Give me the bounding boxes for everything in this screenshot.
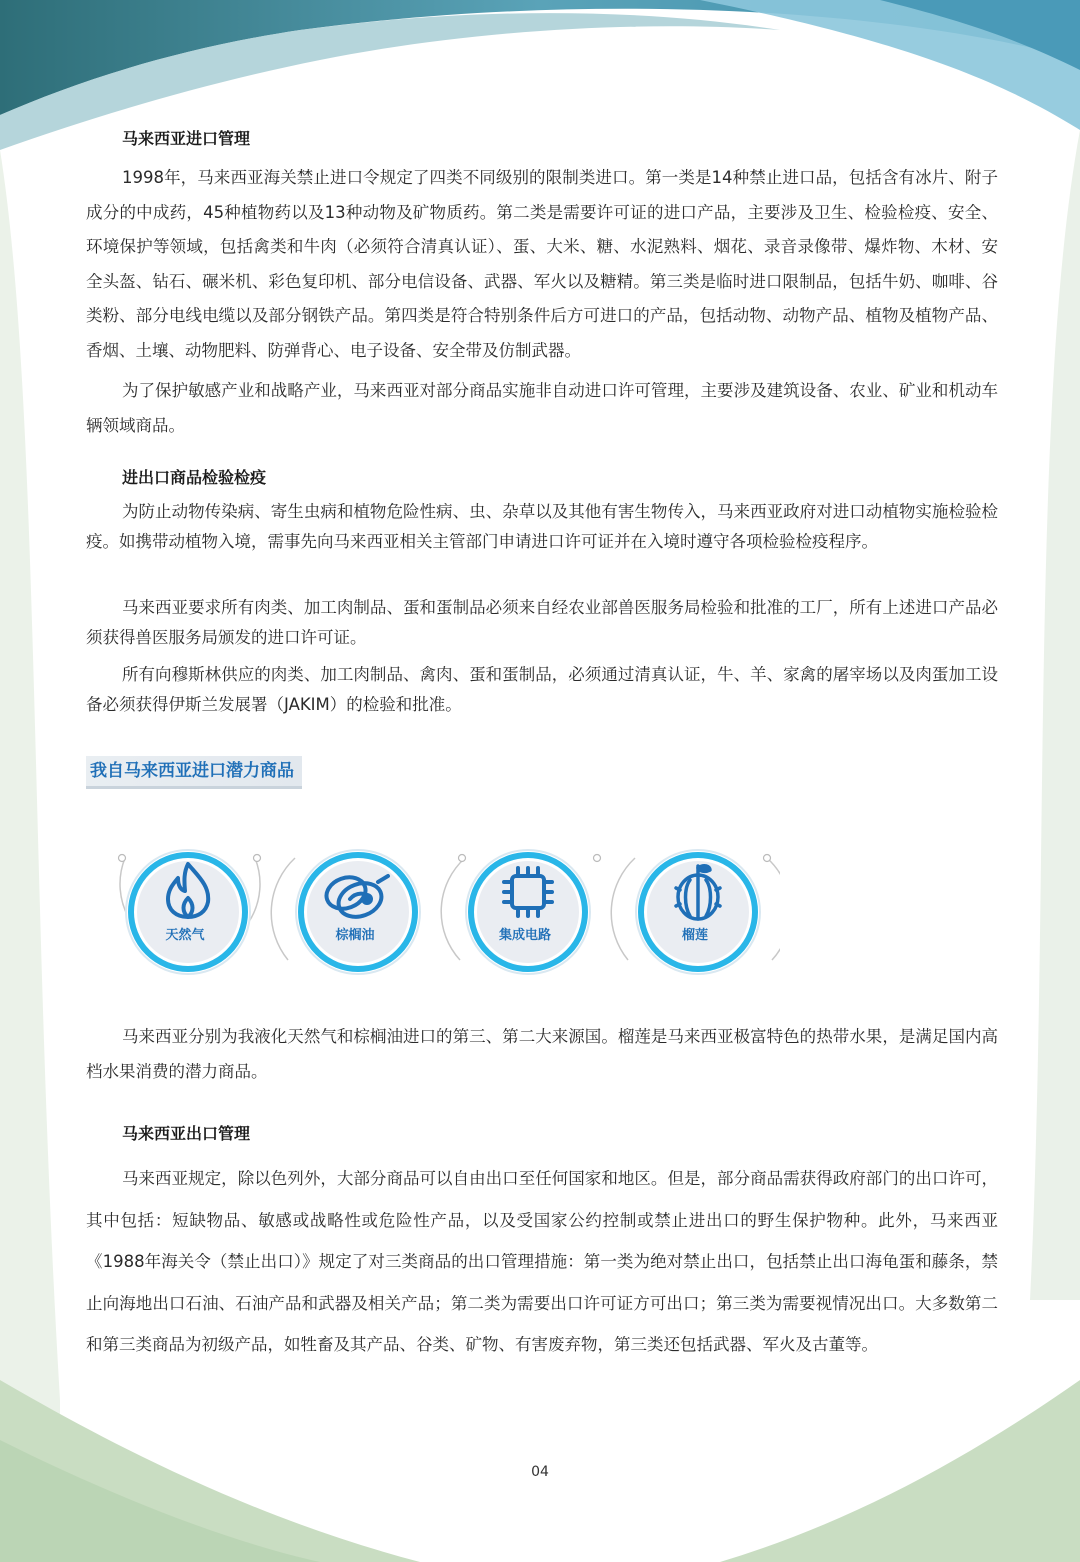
potential-item-palm-oil	[270, 820, 440, 1000]
potential-item-integrated-circuit	[440, 820, 610, 1000]
potential-item-label: 榴莲	[681, 928, 708, 943]
section-title-badge: 我自马来西亚进口潜力商品	[86, 756, 302, 789]
potential-item-label: 集成电路	[498, 928, 551, 943]
potential-item-durian	[610, 820, 780, 1000]
potential-goods-icons	[100, 820, 820, 1000]
page-number: 04	[531, 1464, 549, 1480]
potential-item-label: 天然气	[165, 928, 205, 943]
potential-item-natural-gas	[100, 820, 270, 1000]
paragraph-quarantine-overview: 为防止动物传染病、寄生虫病和植物危险性病、虫、杂草以及其他有害生物传入，马来西亚政府对进口动植物实施检验检疫。如携带动植物入境，需事先向马来西亚相关主管部门申请进口许可证并在入境时遵守各项检验检疫程序。	[86, 502, 998, 551]
paragraph-potential-goods: 马来西亚分别为我液化天然气和棕榈油进口的第三、第二大来源国。榴莲是马来西亚极富特色的热带水果，是满足国内高档水果消费的潜力商品。	[86, 1027, 998, 1081]
heading-import-management: 马来西亚进口管理	[122, 129, 251, 148]
paragraph-non-auto-licensing: 为了保护敏感产业和战略产业，马来西亚对部分商品实施非自动进口许可管理，主要涉及建筑设备、农业、矿业和机动车辆领域商品。	[86, 381, 998, 435]
paragraph-halal-certification: 所有向穆斯林供应的肉类、加工肉制品、禽肉、蛋和蛋制品，必须通过清真认证，牛、羊、家禽的屠宰场以及肉蛋加工设备必须获得伊斯兰发展署（JAKIM）的检验和批准。	[86, 665, 998, 714]
potential-item-label: 棕榈油	[335, 928, 375, 943]
paragraph-export-rules: 马来西亚规定，除以色列外，大部分商品可以自由出口至任何国家和地区。但是，部分商品需获得政府部门的出口许可，其中包括：短缺物品、敏感或战略性或危险性产品，以及受国家公约控制或禁止进出口的野生保护物种。此外，马来西亚《1988年海关令（禁止出口）》规定了对三类商品的出口管理措施：第一类为绝对禁止出口，包括禁止出口海龟蛋和藤条，禁止向海地出口石油、石油产品和武器及相关产品；第二类为需要出口许可证方可出口；第三类为需要视情况出口。大多数第二和第三类商品为初级产品，如牲畜及其产品、谷类、矿物、有害废弃物，第三类还包括武器、军火及古董等。	[86, 1169, 998, 1354]
heading-inspection-quarantine: 进出口商品检验检疫	[122, 468, 267, 487]
paragraph-import-restrictions: 1998年，马来西亚海关禁止进口令规定了四类不同级别的限制类进口。第一类是14种禁止进口品，包括含有冰片、附子成分的中成药，45种植物药以及13种动物及矿物质药。第二类是需要许可证的进口产品，主要涉及卫生、检验检疫、安全、环境保护等领域，包括禽类和牛肉（必须符合清真认证）、蛋、大米、糖、水泥熟料、烟花、录音录像带、爆炸物、木材、安全头盔、钻石、碾米机、彩色复印机、部分电信设备、武器、军火以及糖精。第三类是临时进口限制品，包括牛奶、咖啡、谷类粉、部分电线电缆以及部分钢铁产品。第四类是符合特别条件后方可进口的产品，包括动物、动物产品、植物及植物产品、香烟、土壤、动物肥料、防弹背心、电子设备、安全带及仿制武器。	[86, 168, 998, 360]
heading-export-management: 马来西亚出口管理	[122, 1124, 251, 1143]
paragraph-meat-requirements: 马来西亚要求所有肉类、加工肉制品、蛋和蛋制品必须来自经农业部兽医服务局检验和批准的工厂，所有上述进口产品必须获得兽医服务局颁发的进口许可证。	[86, 598, 998, 647]
